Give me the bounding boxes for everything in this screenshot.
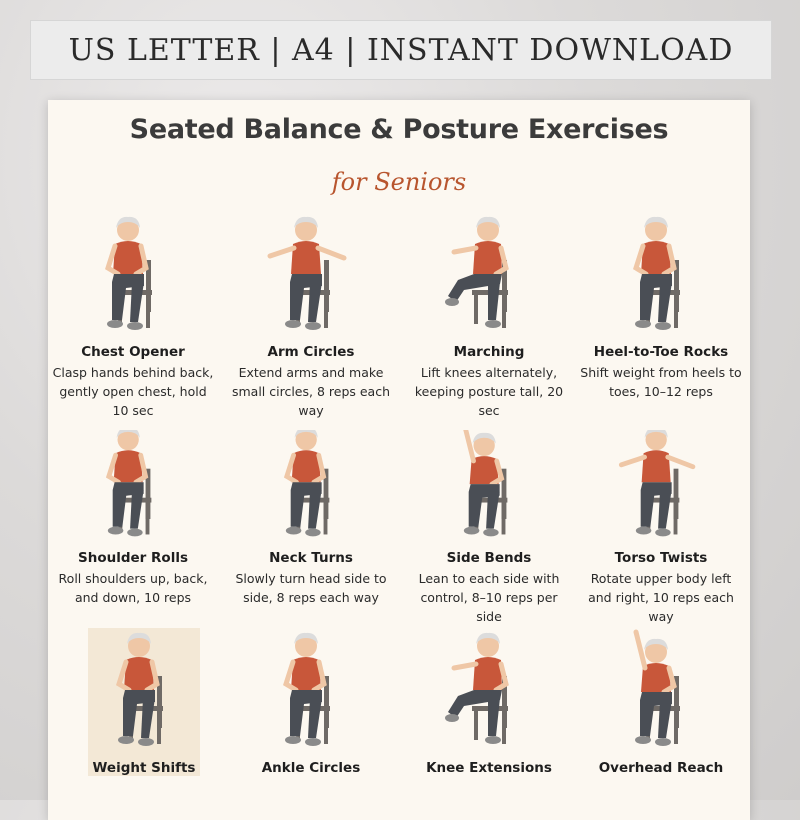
exercise-name: Torso Twists (614, 550, 708, 566)
exercise-name: Ankle Circles (261, 760, 361, 776)
senior-seated-figure-icon (616, 212, 706, 342)
exercise-card (88, 628, 200, 776)
exercise-description: Extend arms and make small circles, 8 reps each way (231, 365, 391, 418)
exercise-name: Side Bends (446, 550, 532, 566)
exercise-name: Arm Circles (267, 344, 355, 360)
exercise-card (226, 628, 396, 776)
senior-arms-out-figure-icon (256, 212, 366, 342)
exercise-description: Slowly turn head side to side, 8 reps each way (235, 571, 387, 605)
senior-overhead-reach-figure-icon (616, 628, 706, 758)
exercise-name: Marching (453, 344, 525, 360)
senior-shoulder-roll-figure-icon (88, 430, 178, 548)
exercise-name: Chest Opener (81, 344, 185, 360)
exercise-description: Clasp hands behind back, gently open chest, hold 10 sec (52, 365, 214, 418)
senior-torso-twist-figure-icon (611, 430, 711, 548)
exercise-card (404, 212, 574, 420)
exercise-name: Shoulder Rolls (78, 550, 188, 566)
senior-seated-figure-icon (88, 212, 178, 342)
exercise-card (404, 628, 574, 776)
exercise-name: Weight Shifts (92, 760, 196, 776)
exercise-description: Lift knees alternately, keeping posture tall, 20 sec (414, 365, 564, 418)
exercise-card (226, 430, 396, 607)
senior-weight-shift-figure-icon (99, 628, 189, 758)
exercise-name: Neck Turns (269, 550, 353, 566)
exercise-poster (48, 100, 750, 820)
poster-title: Seated Balance & Posture Exercises (129, 114, 669, 145)
exercise-name: Heel-to-Toe Rocks (593, 344, 729, 360)
exercise-description: Lean to each side with control, 8–10 reps per side (418, 571, 560, 624)
exercise-card (576, 628, 746, 776)
senior-marching-figure-icon (439, 212, 539, 342)
exercise-card (404, 430, 574, 626)
exercise-card (576, 212, 746, 401)
senior-neck-turn-figure-icon (266, 430, 356, 548)
exercise-card (48, 430, 218, 607)
senior-side-bend-figure-icon (444, 430, 534, 548)
exercise-description: Rotate upper body left and right, 10 reps each way (588, 571, 734, 624)
senior-knee-extension-figure-icon (439, 628, 539, 758)
exercise-name: Knee Extensions (426, 760, 552, 776)
exercise-card (226, 212, 396, 420)
exercise-name: Overhead Reach (598, 760, 724, 776)
exercise-description: Roll shoulders up, back, and down, 10 reps (58, 571, 208, 605)
exercise-card (576, 430, 746, 626)
format-banner: US LETTER | A4 | INSTANT DOWNLOAD (30, 20, 772, 80)
exercise-card (48, 212, 218, 420)
poster-subtitle: for Seniors (331, 168, 467, 196)
exercise-description: Shift weight from heels to toes, 10–12 reps (580, 365, 742, 399)
senior-ankle-circle-figure-icon (266, 628, 356, 758)
